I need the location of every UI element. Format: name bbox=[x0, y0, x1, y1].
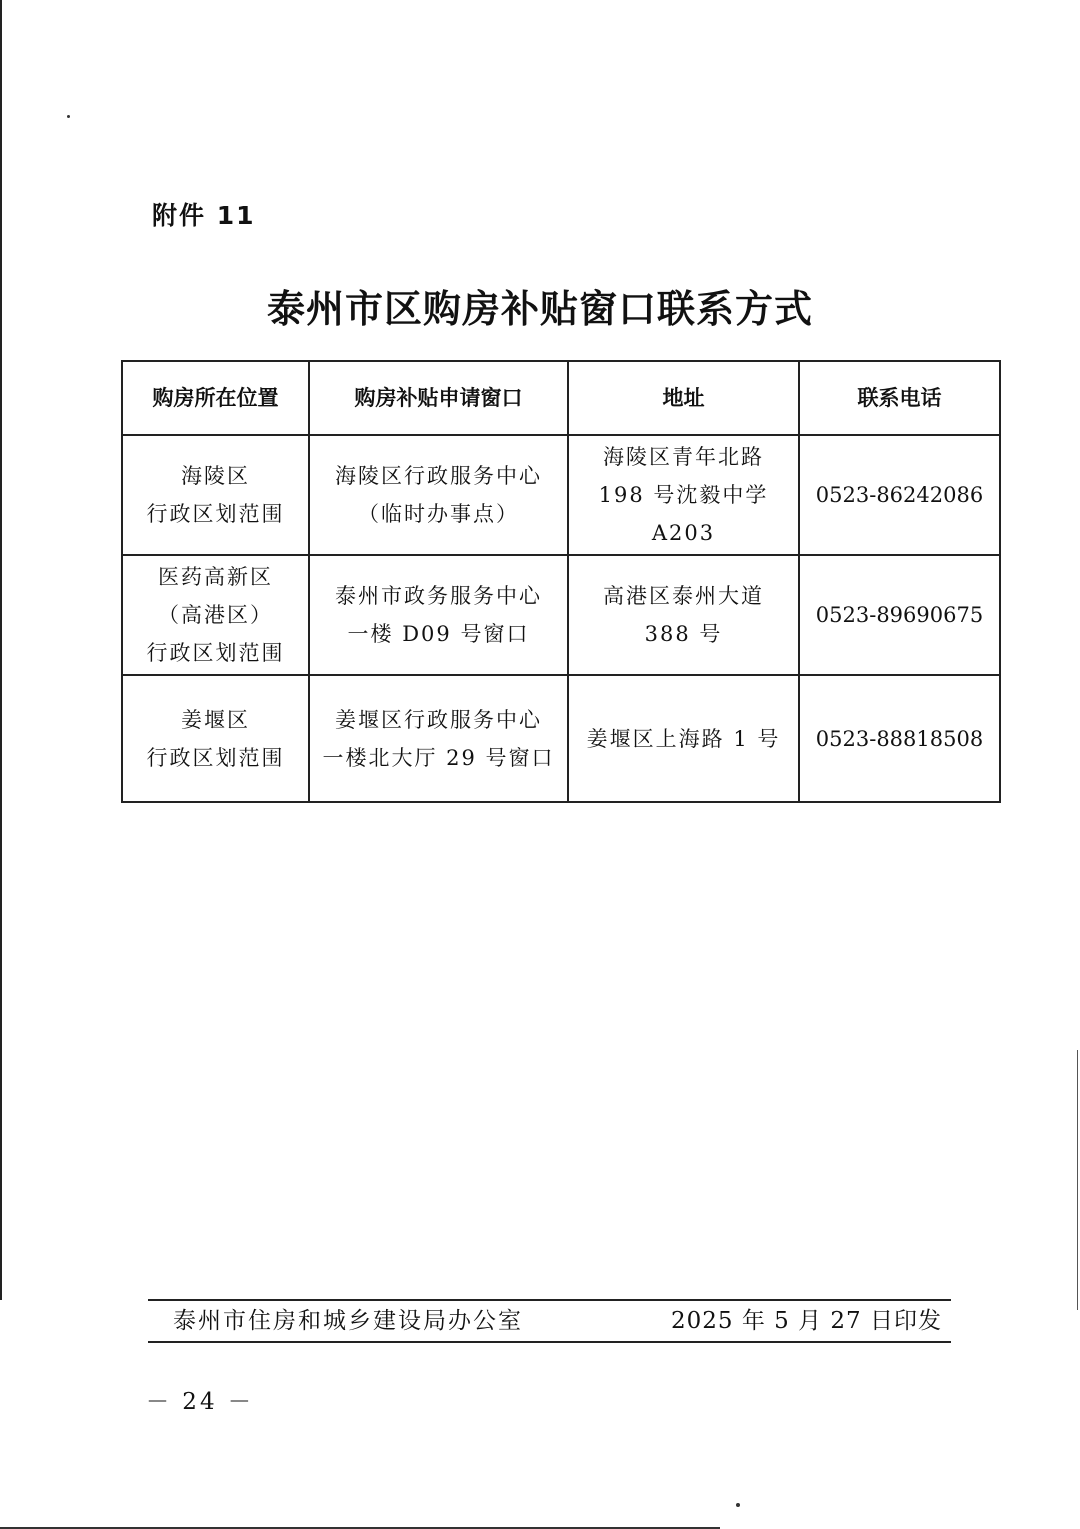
cell-location bbox=[122, 675, 309, 802]
contact-table bbox=[121, 360, 1001, 803]
table-row bbox=[122, 555, 1000, 675]
cell-address bbox=[568, 675, 799, 802]
cell-line: 行政区划范围 bbox=[146, 502, 285, 526]
cell-address bbox=[568, 435, 799, 555]
cell-line: 海陵区 bbox=[181, 464, 250, 488]
cell-line: 姜堰区行政服务中心 bbox=[335, 707, 542, 732]
cell-line: 海陵区行政服务中心 bbox=[335, 464, 542, 488]
cell-phone: 0523-88818508 bbox=[799, 675, 1000, 802]
header-location: 购房所在位置 bbox=[122, 361, 309, 435]
footer-rule-bottom bbox=[148, 1341, 951, 1343]
page-number: － 24 － bbox=[146, 1389, 254, 1415]
cell-line: 海陵区青年北路 bbox=[603, 445, 764, 469]
table-row bbox=[122, 675, 1000, 802]
cell-line: A203 bbox=[651, 521, 716, 545]
scan-speck bbox=[736, 1503, 740, 1507]
cell-line: 高港区泰州大道 bbox=[603, 584, 764, 608]
cell-line: 姜堰区 bbox=[181, 707, 250, 732]
header-address: 地址 bbox=[568, 361, 799, 435]
cell-line: 泰州市政务服务中心 bbox=[335, 584, 542, 608]
cell-address bbox=[568, 555, 799, 675]
cell-line: 一楼北大厅 29 号窗口 bbox=[322, 745, 555, 770]
attachment-label: 附件 11 bbox=[152, 201, 256, 230]
footer-rule-top bbox=[148, 1299, 951, 1301]
cell-phone: 0523-89690675 bbox=[799, 555, 1000, 675]
cell-location bbox=[122, 435, 309, 555]
cell-window bbox=[309, 675, 568, 802]
scan-speck bbox=[67, 115, 70, 118]
cell-phone: 0523-86242086 bbox=[799, 435, 1000, 555]
cell-line: 388 号 bbox=[644, 622, 723, 646]
document-title: 泰州市区购房补贴窗口联系方式 bbox=[266, 286, 813, 331]
cell-line: 行政区划范围 bbox=[146, 745, 285, 770]
page-edge-left bbox=[0, 0, 2, 1300]
header-phone: 联系电话 bbox=[799, 361, 1000, 435]
cell-window bbox=[309, 435, 568, 555]
cell-window bbox=[309, 555, 568, 675]
issuer: 泰州市住房和城乡建设局办公室 bbox=[173, 1308, 523, 1334]
table-header-row bbox=[122, 361, 1000, 435]
table-row bbox=[122, 435, 1000, 555]
cell-line: 医药高新区 bbox=[158, 565, 273, 589]
cell-line: 行政区划范围 bbox=[146, 641, 285, 665]
cell-line: 198 号沈毅中学 bbox=[598, 483, 769, 507]
cell-line: （高港区） bbox=[158, 603, 273, 627]
cell-line: （临时办事点） bbox=[358, 502, 519, 526]
issue-date: 2025 年 5 月 27 日印发 bbox=[671, 1308, 942, 1334]
cell-line: 姜堰区上海路 1 号 bbox=[586, 726, 781, 751]
cell-location bbox=[122, 555, 309, 675]
cell-line: 一楼 D09 号窗口 bbox=[347, 622, 530, 646]
page-edge-right bbox=[1077, 1050, 1078, 1310]
header-window: 购房补贴申请窗口 bbox=[309, 361, 568, 435]
